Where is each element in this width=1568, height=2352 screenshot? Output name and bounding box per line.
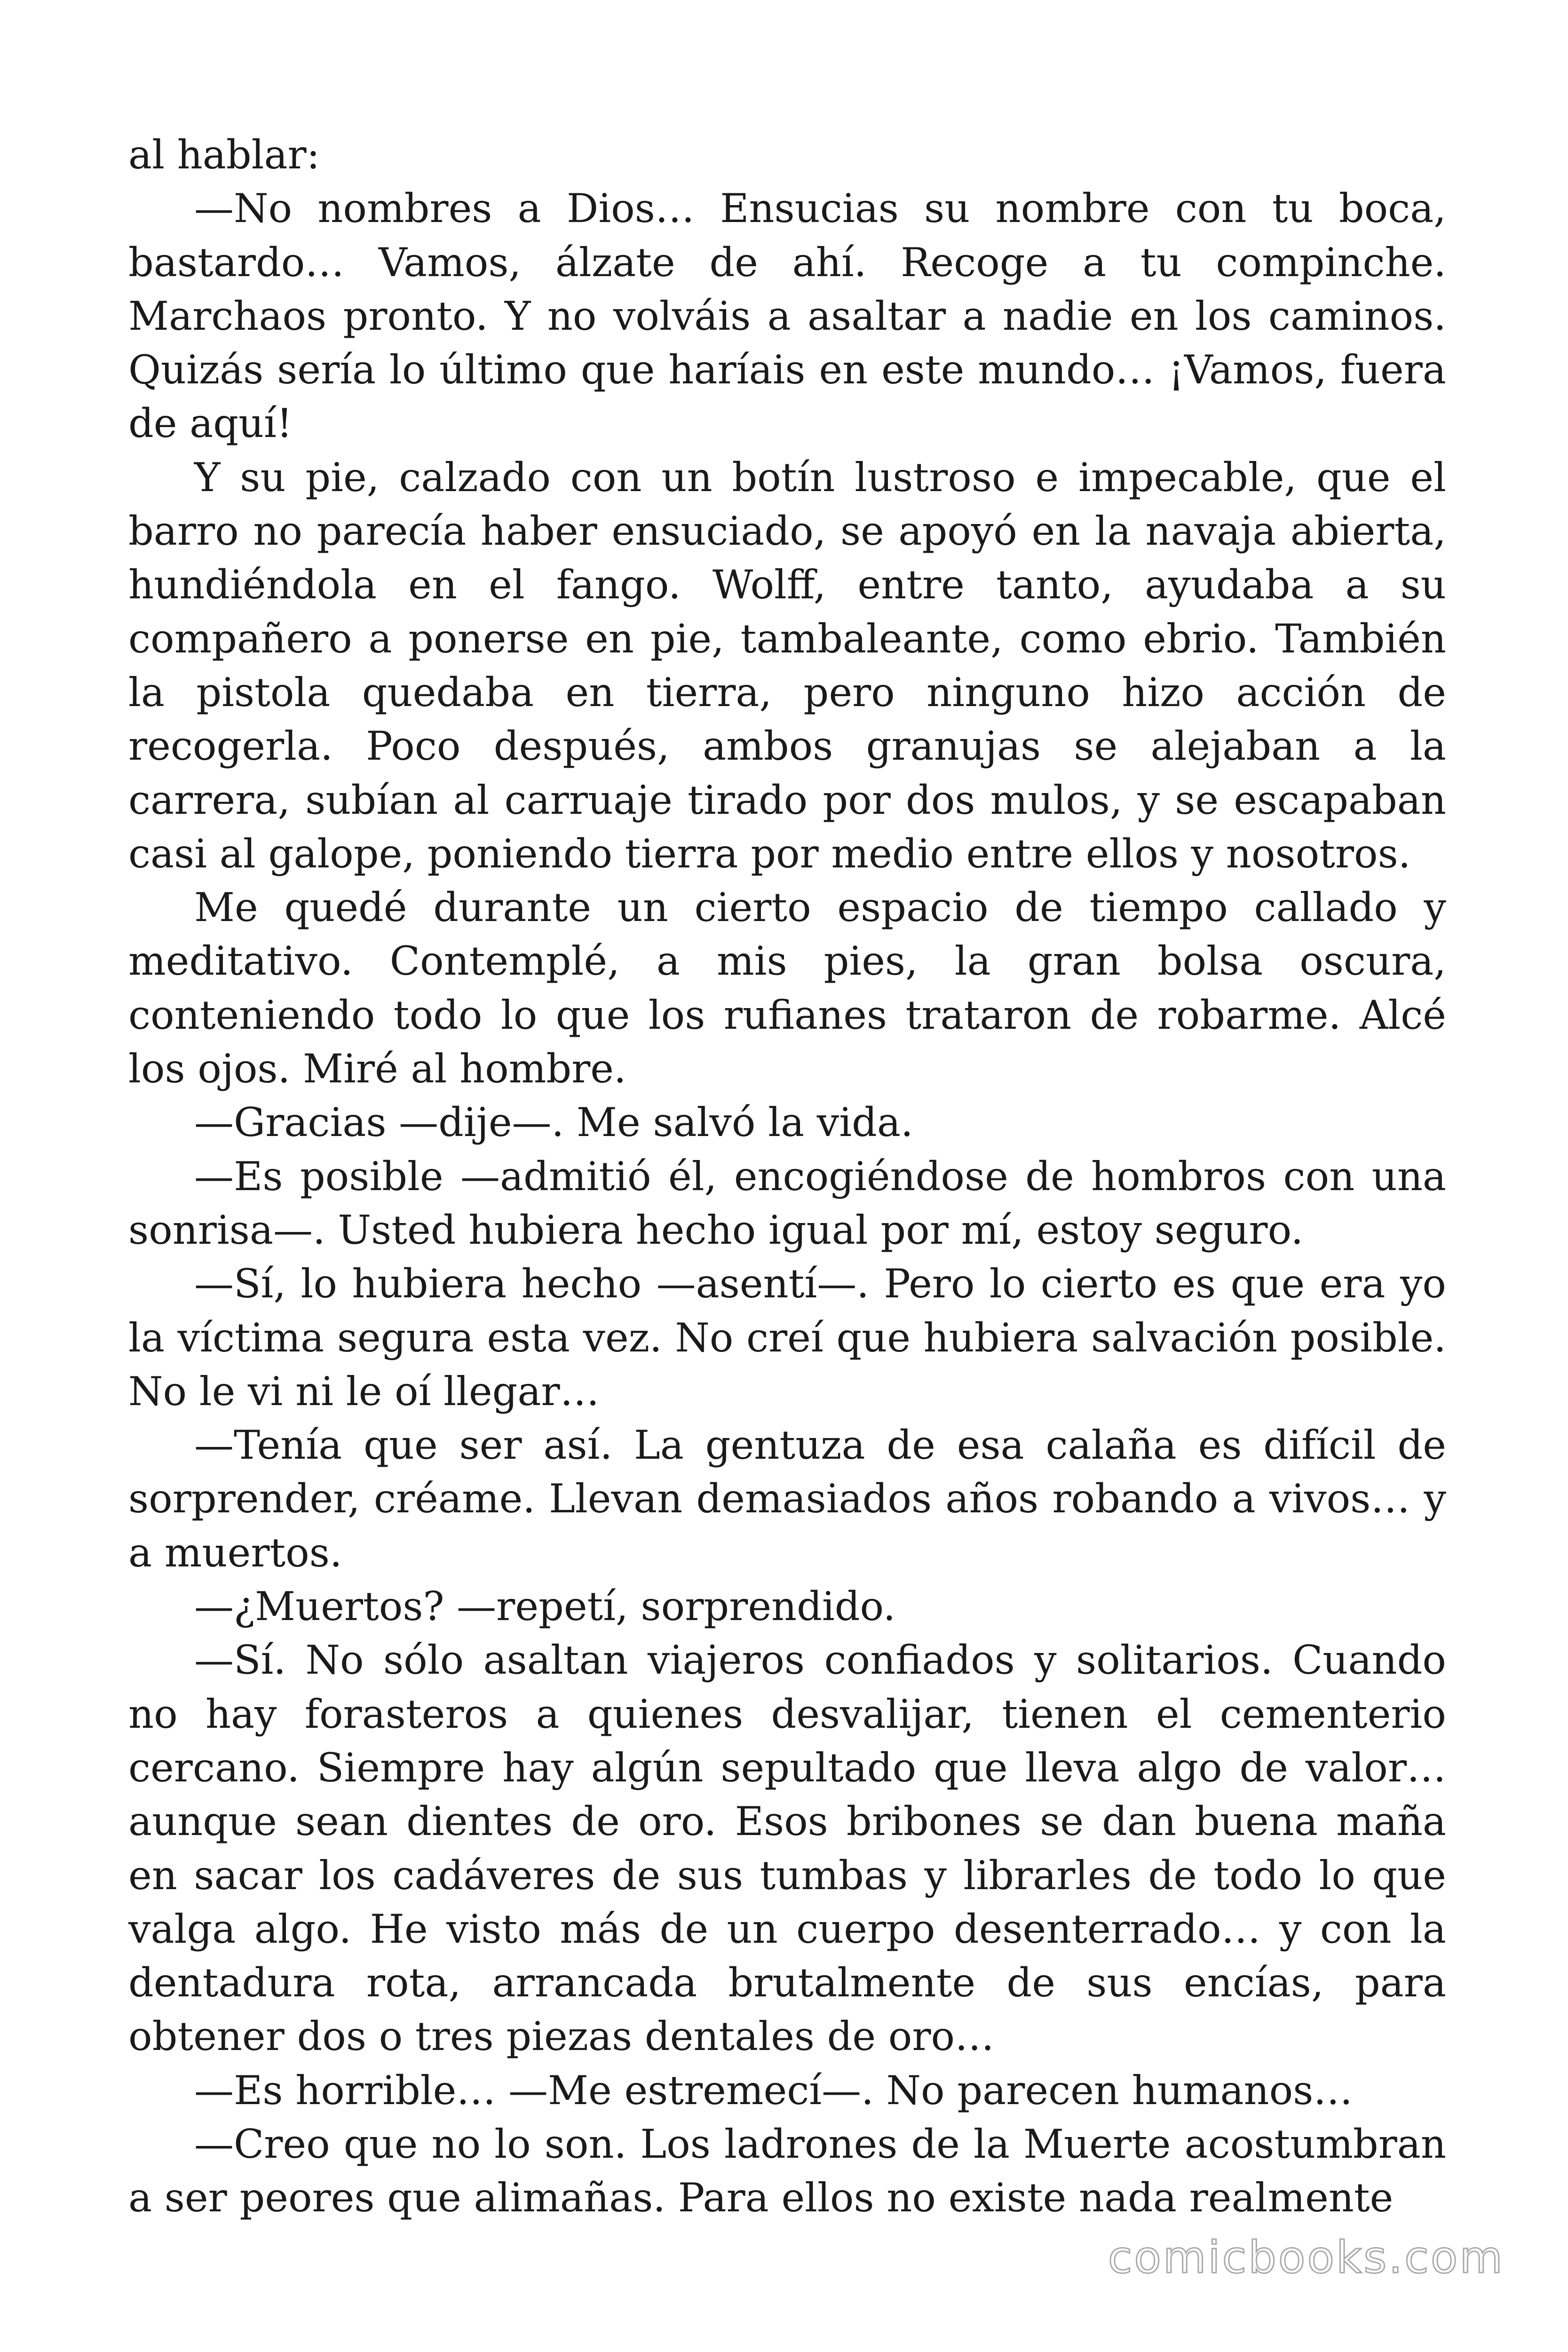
paragraph-5: —Gracias —dije—. Me salvó la vida.: [194, 1099, 913, 1146]
paragraph-1: al hablar:: [128, 132, 320, 178]
paragraph-8: —Tenía que ser así. La gentuza de esa calaña es difícil de sorprender, créame. Llevan demasiados años robando a vivos… y a muertos.: [128, 1422, 1446, 1576]
paragraph-2: —No nombres a Dios… Ensucias su nombre con tu boca, bastardo… Vamos, álzate de ahí. Recoge a tu compinche. Marchaos pronto. Y no volváis a asaltar a nadie en los caminos. Quizás sería lo último que haríais en este mundo… ¡Vamos, fuera de aquí!: [128, 185, 1446, 447]
paragraph-3: Y su pie, calzado con un botín lustroso e impecable, que el barro no parecía haber ensuciado, se apoyó en la navaja abierta, hundiéndola en el fango. Wolff, entre tanto, ayudaba a su compañero a ponerse en pie, tambaleante, como ebrio. También la pistola quedaba en tierra, pero ninguno hizo acción de recogerla. Poco después, ambos granujas se alejaban a la carrera, subían al carruaje tirado por dos mulos, y se escapaban casi al galope, poniendo tierra por medio entre ellos y nosotros.: [128, 454, 1446, 877]
watermark: comicbooks.com: [1108, 2232, 1505, 2283]
paragraph-11: —Es horrible… —Me estremecí—. No parecen humanos…: [194, 2067, 1353, 2114]
paragraph-6: —Es posible —admitió él, encogiéndose de hombros con una sonrisa—. Usted hubiera hecho igual por mí, estoy seguro.: [128, 1153, 1446, 1253]
paragraph-4: Me quedé durante un cierto espacio de tiempo callado y meditativo. Contemplé, a mis pies, la gran bolsa oscura, conteniendo todo lo que los rufianes trataron de robarme. Alcé los ojos. Miré al hombre.: [128, 884, 1446, 1092]
body-text: [128, 128, 1446, 2225]
paragraph-10: —Sí. No sólo asaltan viajeros confiados y solitarios. Cuando no hay forasteros a quienes desvalijar, tienen el cementerio cercano. Siempre hay algún sepultado que lleva algo de valor… aunque sean dientes de oro. Esos bribones se dan buena maña en sacar los cadáveres de sus tumbas y librarles de todo lo que valga algo. He visto más de un cuerpo desenterrado… y con la dentadura rota, arrancada brutalmente de sus encías, para obtener dos o tres piezas dentales de oro…: [128, 1637, 1446, 2060]
paragraph-9: —¿Muertos? —repetí, sorprendido.: [194, 1583, 896, 1630]
paragraph-7: —Sí, lo hubiera hecho —asentí—. Pero lo cierto es que era yo la víctima segura esta vez. No creí que hubiera salvación posible. No le vi ni le oí llegar…: [128, 1261, 1446, 1414]
paragraph-12: —Creo que no lo son. Los ladrones de la Muerte acostumbran a ser peores que alimañas. Para ellos no existe nada realmente: [128, 2121, 1446, 2221]
